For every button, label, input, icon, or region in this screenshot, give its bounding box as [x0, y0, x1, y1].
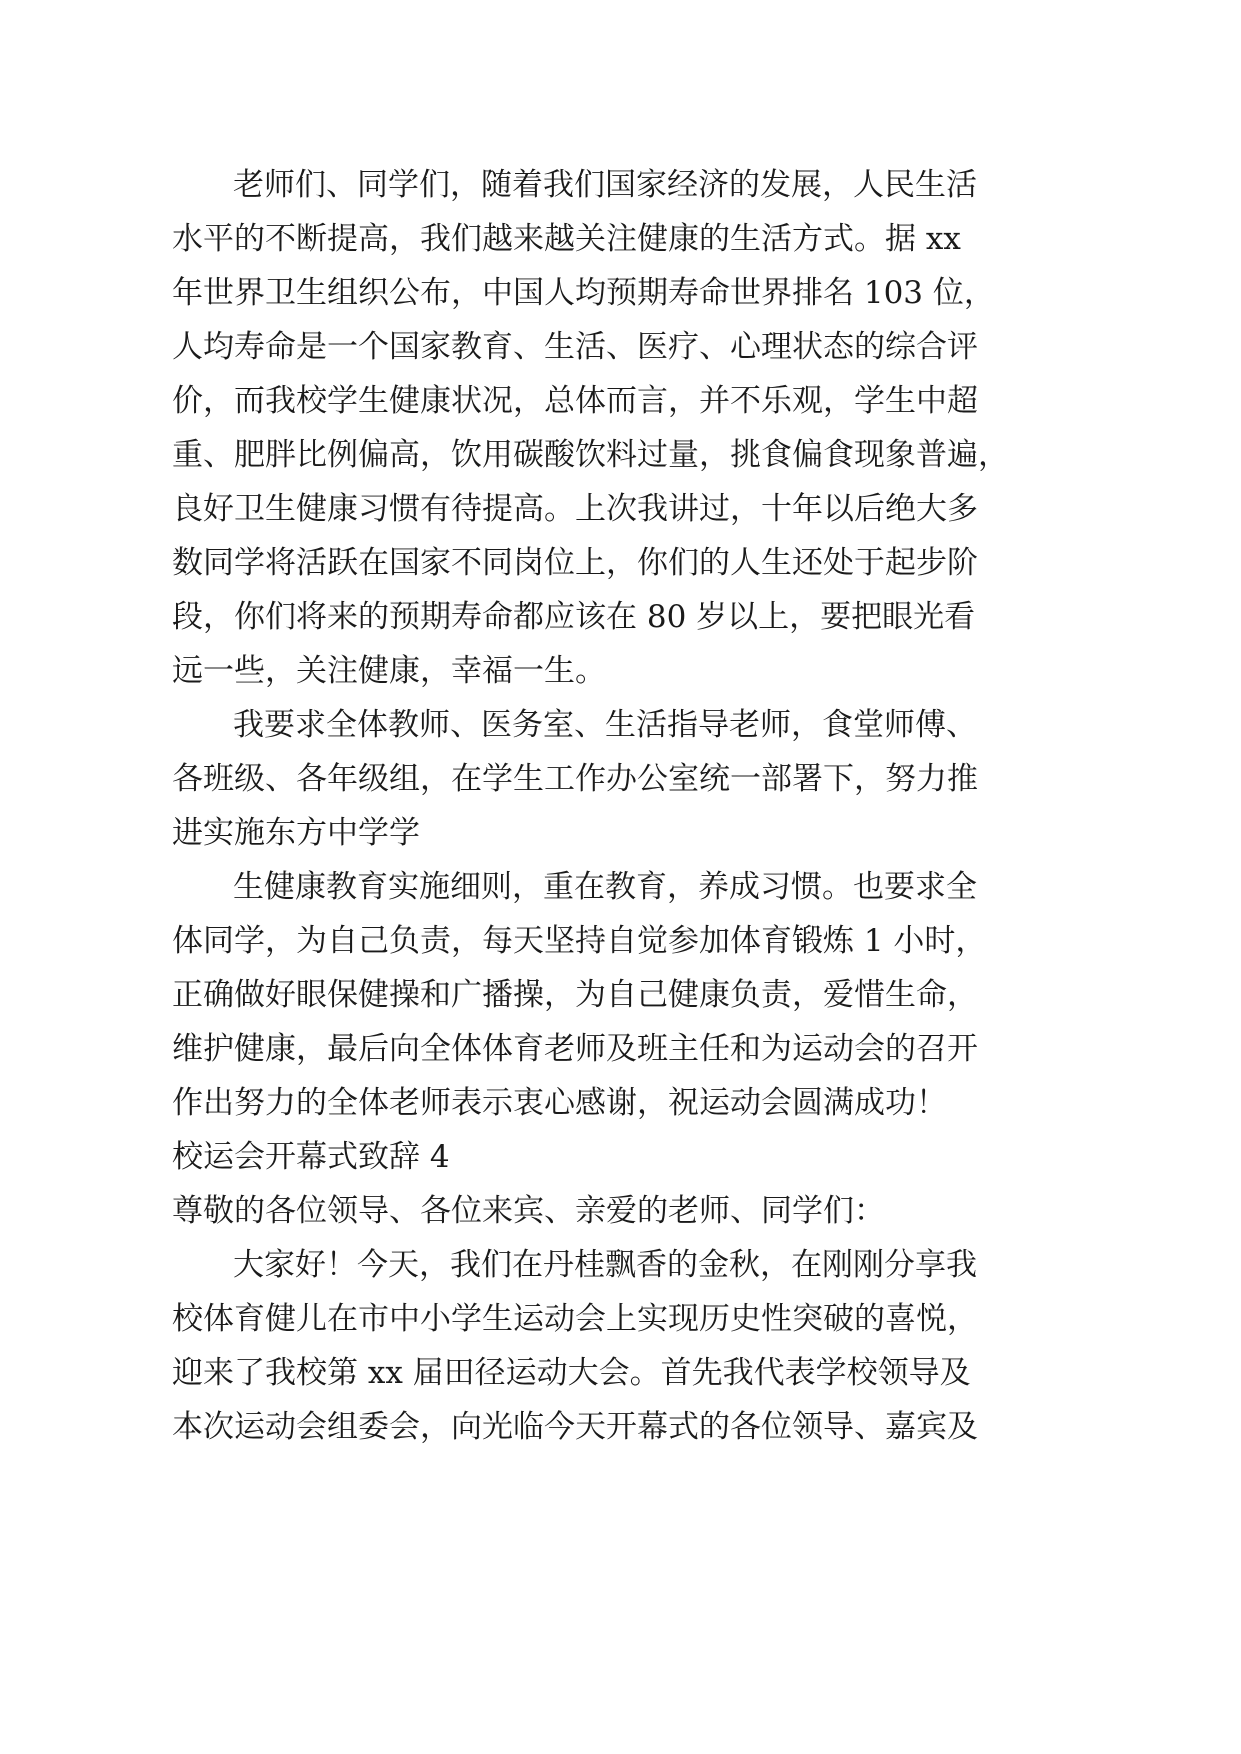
paragraph-text: 段，你们将来的预期寿命都应该在 80 岁以上，要把眼光看	[172, 599, 976, 635]
paragraph-text: 正确做好眼保健操和广播操，为自己健康负责，爱惜生命，	[172, 977, 978, 1013]
text-line	[0, 158, 1241, 212]
paragraph-text: 年世界卫生组织公布，中国人均预期寿命世界排名 103 位，	[172, 275, 995, 311]
section-heading: 校运会开幕式致辞 4	[172, 1139, 450, 1175]
text-line	[0, 1130, 1241, 1184]
text-line	[0, 1346, 1241, 1400]
text-line	[0, 752, 1241, 806]
paragraph-text: 良好卫生健康习惯有待提高。上次我讲过，十年以后绝大多	[172, 491, 978, 527]
text-line	[0, 536, 1241, 590]
text-line	[0, 212, 1241, 266]
salutation-text: 尊敬的各位领导、各位来宾、亲爱的老师、同学们：	[172, 1193, 885, 1229]
text-line	[0, 1400, 1241, 1454]
paragraph-text: 维护健康，最后向全体体育老师及班主任和为运动会的召开	[172, 1031, 978, 1067]
text-line	[0, 1022, 1241, 1076]
paragraph-text: 远一些，关注健康，幸福一生。	[172, 653, 606, 689]
text-line	[0, 428, 1241, 482]
text-line	[0, 482, 1241, 536]
text-line	[0, 968, 1241, 1022]
text-line	[0, 1292, 1241, 1346]
paragraph-text: 生健康教育实施细则，重在教育，养成习惯。也要求全	[233, 869, 977, 905]
paragraph-text: 老师们、同学们，随着我们国家经济的发展，人民生活	[233, 167, 977, 203]
text-line	[0, 374, 1241, 428]
text-line	[0, 590, 1241, 644]
paragraph-text: 大家好！今天，我们在丹桂飘香的金秋，在刚刚分享我	[233, 1247, 977, 1283]
text-line	[0, 1184, 1241, 1238]
text-line	[0, 860, 1241, 914]
text-line	[0, 320, 1241, 374]
paragraph-text: 重、肥胖比例偏高，饮用碳酸饮料过量，挑食偏食现象普遍，	[172, 437, 1009, 473]
paragraph-text: 价，而我校学生健康状况，总体而言，并不乐观，学生中超	[172, 383, 978, 419]
text-line	[0, 266, 1241, 320]
paragraph-text: 人均寿命是一个国家教育、生活、医疗、心理状态的综合评	[172, 329, 978, 365]
text-line	[0, 1238, 1241, 1292]
text-line	[0, 914, 1241, 968]
paragraph-text: 各班级、各年级组，在学生工作办公室统一部署下，努力推	[172, 761, 978, 797]
paragraph-text: 体同学，为自己负责，每天坚持自觉参加体育锻炼 1 小时，	[172, 923, 987, 959]
paragraph-text: 本次运动会组委会，向光临今天开幕式的各位领导、嘉宾及	[172, 1409, 978, 1445]
paragraph-text: 水平的不断提高，我们越来越关注健康的生活方式。据 xx	[172, 221, 961, 257]
paragraph-text: 作出努力的全体老师表示衷心感谢，祝运动会圆满成功！	[172, 1085, 947, 1121]
paragraph-text: 数同学将活跃在国家不同岗位上，你们的人生还处于起步阶	[172, 545, 978, 581]
paragraph-text: 进实施东方中学学	[172, 815, 420, 851]
text-line	[0, 698, 1241, 752]
text-line	[0, 644, 1241, 698]
text-line	[0, 1076, 1241, 1130]
paragraph-text: 校体育健儿在市中小学生运动会上实现历史性突破的喜悦，	[172, 1301, 978, 1337]
paragraph-text: 迎来了我校第 xx 届田径运动大会。首先我代表学校领导及	[172, 1355, 971, 1391]
paragraph-text: 我要求全体教师、医务室、生活指导老师，食堂师傅、	[233, 707, 977, 743]
text-line	[0, 806, 1241, 860]
